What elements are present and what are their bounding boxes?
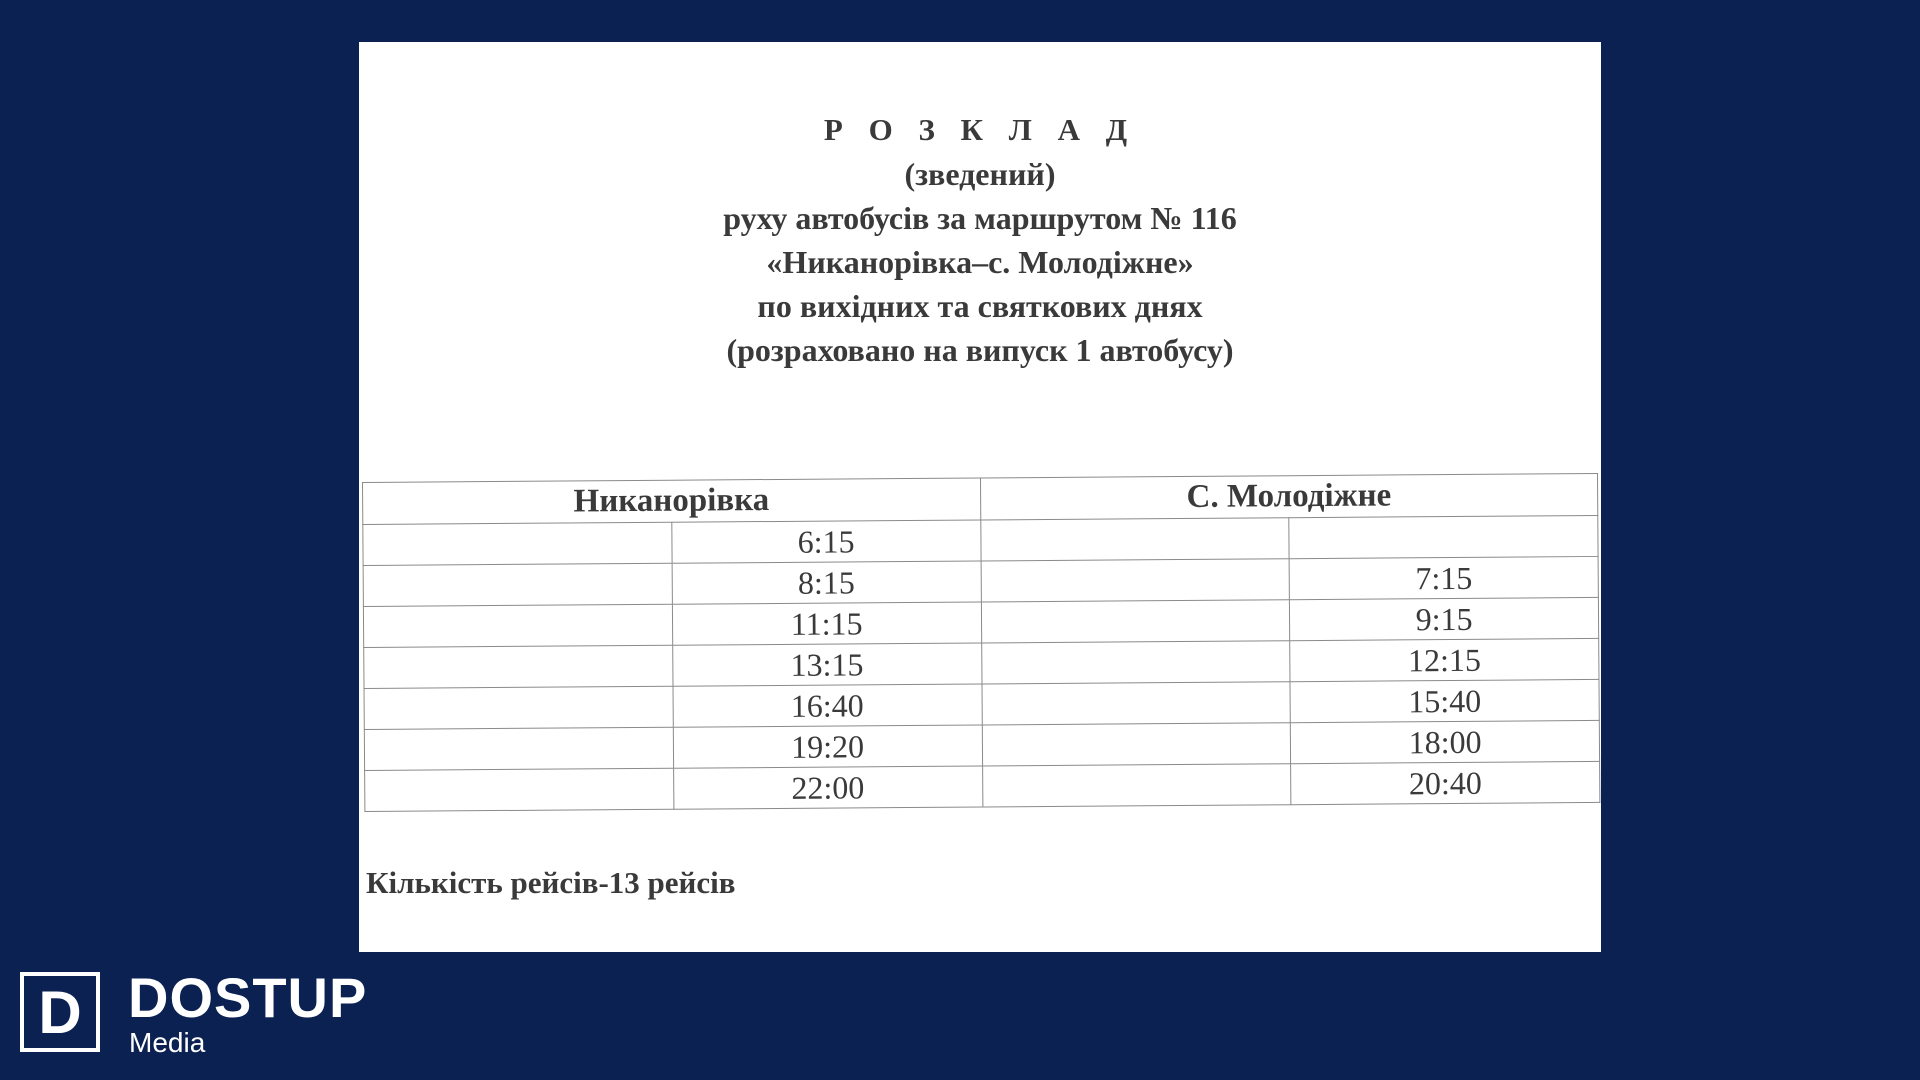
document-title: Р О З К Л А Д xyxy=(823,112,1137,147)
departure-time xyxy=(1289,515,1598,558)
table-cell xyxy=(363,563,672,606)
departure-time: 18:00 xyxy=(1291,720,1600,763)
header-molodizhne: С. Молодіжне xyxy=(980,473,1598,520)
schedule-document xyxy=(359,42,1601,952)
table-cell xyxy=(365,768,674,811)
table-cell xyxy=(363,604,672,647)
days-description: по вихідних та святкових днях xyxy=(757,288,1203,324)
route-description: руху автобусів за маршрутом № 116 xyxy=(723,200,1237,236)
departure-time: 16:40 xyxy=(673,684,982,727)
trip-count-note: Кількість рейсів-13 рейсів xyxy=(366,865,736,900)
document-subtitle: (зведений) xyxy=(904,156,1056,192)
departure-time: 9:15 xyxy=(1290,597,1599,640)
table-cell xyxy=(981,641,1290,684)
table-cell xyxy=(981,559,1290,602)
departure-time: 20:40 xyxy=(1291,761,1600,804)
table-cell xyxy=(982,764,1291,807)
logo-mark: D xyxy=(20,972,100,1052)
departure-time: 8:15 xyxy=(672,561,981,604)
table-cell xyxy=(981,682,1290,725)
table-cell xyxy=(364,686,673,729)
document-title-block xyxy=(359,108,1601,372)
table-cell xyxy=(980,518,1289,561)
header-nykanorivka: Никанорівка xyxy=(363,478,981,525)
table-cell xyxy=(364,645,673,688)
schedule-table xyxy=(362,473,1600,812)
departure-time: 6:15 xyxy=(672,520,981,563)
route-name: «Никанорівка–с. Молодіжне» xyxy=(766,244,1194,280)
table-row xyxy=(365,761,1600,811)
table-cell xyxy=(981,600,1290,643)
departure-time: 13:15 xyxy=(672,643,981,686)
table-cell xyxy=(363,522,672,565)
dostup-media-logo xyxy=(20,966,400,1058)
departure-time: 11:15 xyxy=(672,602,981,645)
departure-time: 15:40 xyxy=(1290,679,1599,722)
logo-name: DOSTUP xyxy=(128,966,368,1029)
departure-time: 22:00 xyxy=(673,766,982,809)
bus-count-note: (розраховано на випуск 1 автобусу) xyxy=(726,332,1234,368)
table-cell xyxy=(364,727,673,770)
departure-time: 19:20 xyxy=(673,725,982,768)
table-cell xyxy=(982,723,1291,766)
logo-subtitle: Media xyxy=(129,1027,206,1058)
departure-time: 7:15 xyxy=(1289,556,1598,599)
departure-time: 12:15 xyxy=(1290,638,1599,681)
